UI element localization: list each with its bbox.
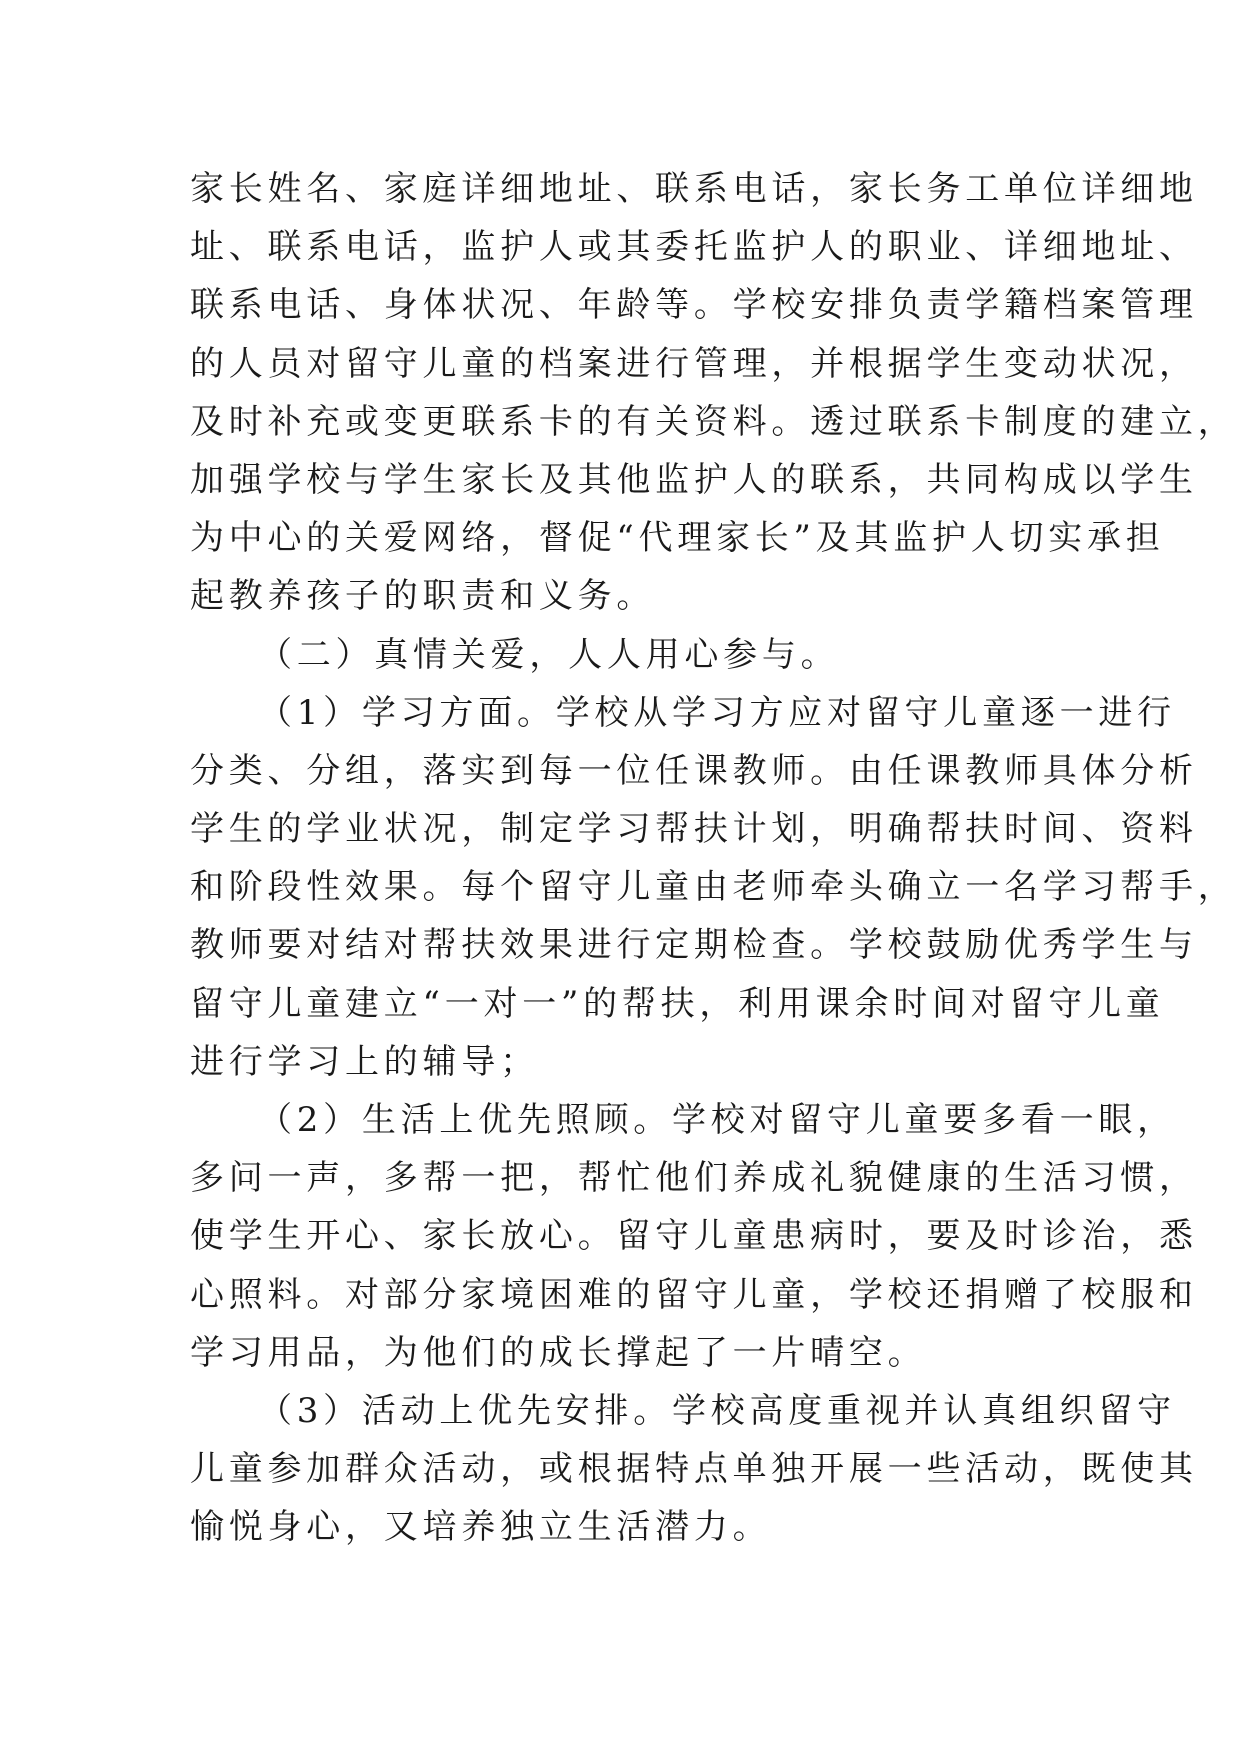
paragraph-start: （1）学习方面。学校从学习方应对留守儿童逐一进行 [258,692,1176,733]
text-line: 加强学校与学生家长及其他监护人的联系，共同构成以学生 [190,459,1198,500]
text-line: 愉悦身心，又培养独立生活潜力。 [190,1507,772,1548]
text-line: 起教养孩子的职责和义务。 [190,576,656,617]
text-line: 为中心的关爱网络，督促“代理家长”及其监护人切实承担 [190,518,1165,559]
text-line: 教师要对结对帮扶效果进行定期检查。学校鼓励优秀学生与 [190,925,1198,966]
text-line: 多问一声，多帮一把，帮忙他们养成礼貌健康的生活习惯， [190,1158,1198,1199]
text-line: 留守儿童建立“一对一”的帮扶，利用课余时间对留守儿童 [190,983,1165,1024]
text-line: 和阶段性效果。每个留守儿童由老师牵头确立一名学习帮手， [190,867,1237,908]
text-line: 分类、分组，落实到每一位任课教师。由任课教师具体分析 [190,750,1198,791]
text-line: 址、联系电话，监护人或其委托监护人的职业、详细地址、 [190,227,1198,268]
paragraph-start: （2）生活上优先照顾。学校对留守儿童要多看一眼， [258,1100,1176,1140]
paragraph-start: （3）活动上优先安排。学校高度重视并认真组织留守 [258,1390,1176,1431]
text-line: 进行学习上的辅导； [190,1041,539,1082]
text-line: 心照料。对部分家境困难的留守儿童，学校还捐赠了校服和 [190,1274,1198,1315]
text-line: 学生的学业状况，制定学习帮扶计划，明确帮扶时间、资料 [190,809,1198,850]
text-line: 家长姓名、家庭详细地址、联系电话，家长务工单位详细地 [190,169,1198,209]
text-line: 儿童参加群众活动，或根据特点单独开展一些活动，既使其 [190,1449,1198,1490]
section-heading: （二）真情关爱，人人用心参与。 [258,634,840,675]
text-line: 联系电话、身体状况、年龄等。学校安排负责学籍档案管理 [190,285,1198,326]
document-body [190,160,1237,1557]
text-line: 学习用品，为他们的成长撑起了一片晴空。 [190,1332,927,1373]
text-line: 使学生开心、家长放心。留守儿童患病时，要及时诊治，悉 [190,1216,1198,1257]
text-line: 及时补充或变更联系卡的有关资料。透过联系卡制度的建立， [190,401,1237,442]
text-line: 的人员对留守儿童的档案进行管理，并根据学生变动状况， [190,343,1198,384]
